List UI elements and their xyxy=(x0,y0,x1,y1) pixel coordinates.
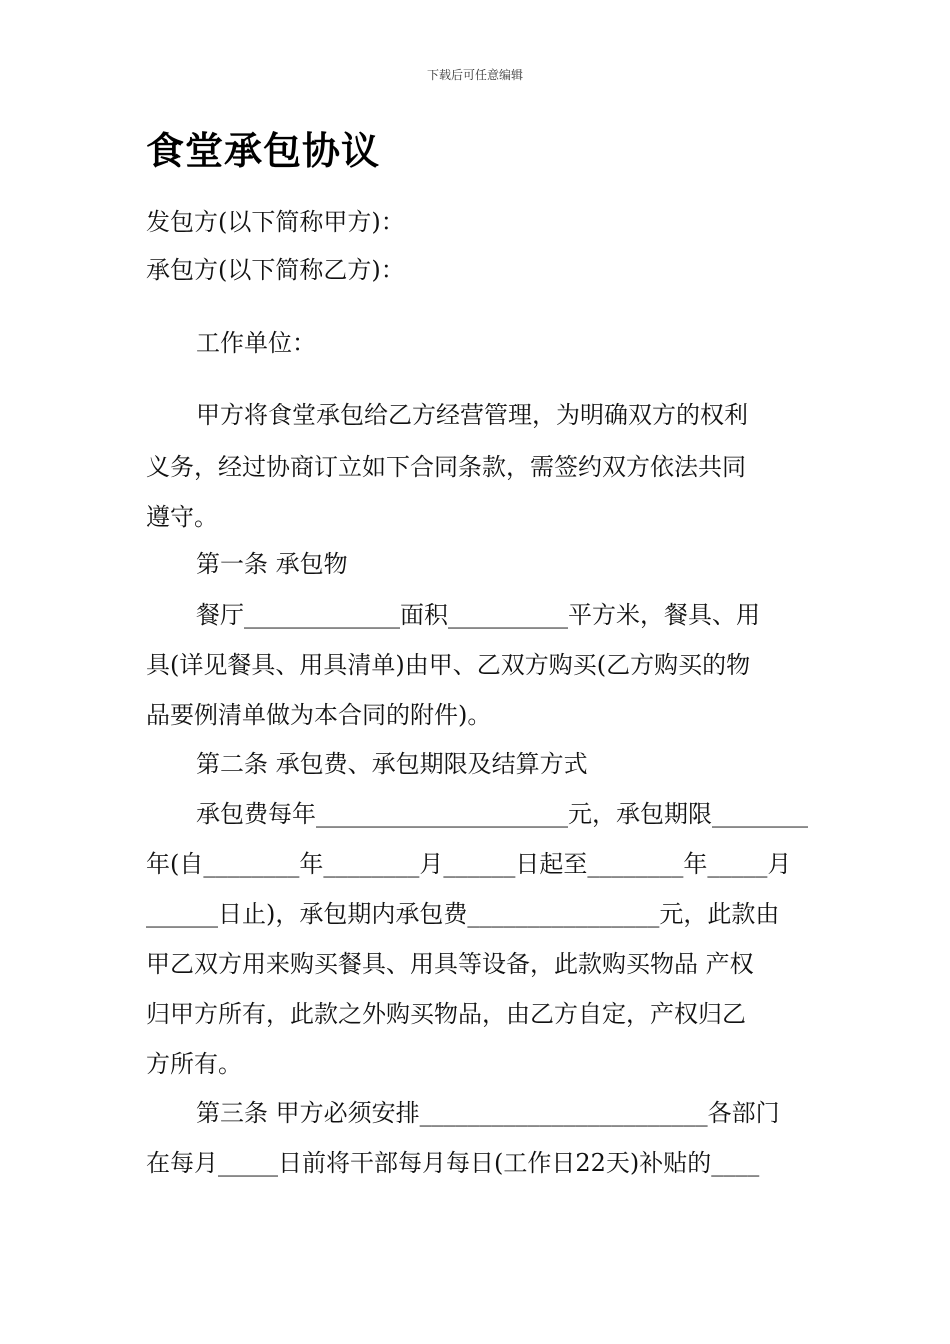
header-note: 下载后可任意编辑 xyxy=(426,68,523,82)
article-1-line-3: 品要例清单做为本合同的附件)。 xyxy=(146,701,492,729)
article-3-line-1: 第三条 甲方必须安排________________________各部门 xyxy=(196,1099,780,1127)
article-2-line-2: 年(自________年________月______日起至________年_____月 xyxy=(146,850,792,878)
article-1-line-2: 具(详见餐具、用具清单)由甲、乙双方购买(乙方购买的物 xyxy=(146,651,751,679)
work-unit-line: 工作单位： xyxy=(196,329,316,357)
article-2-heading: 第二条 承包费、承包期限及结算方式 xyxy=(196,750,588,778)
intro-line-3: 遵守。 xyxy=(146,503,218,531)
party-b-line: 承包方(以下简称乙方)： xyxy=(146,256,405,284)
article-2-line-3: ______日止)，承包期内承包费________________元，此款由 xyxy=(146,900,780,928)
article-1-heading: 第一条 承包物 xyxy=(196,550,348,578)
article-2-line-1: 承包费每年_____________________元，承包期限________ xyxy=(196,800,808,828)
intro-line-2: 义务，经过协商订立如下合同条款，需签约双方依法共同 xyxy=(146,453,746,481)
article-2-line-5: 归甲方所有，此款之外购买物品，由乙方自定，产权归乙 xyxy=(146,1000,746,1028)
article-2-line-6: 方所有。 xyxy=(146,1050,242,1078)
article-2-line-4: 甲乙双方用来购买餐具、用具等设备，此款购买物品 产权 xyxy=(146,950,754,978)
intro-line-1: 甲方将食堂承包给乙方经营管理，为明确双方的权利 xyxy=(196,401,748,429)
document-title: 食堂承包协议 xyxy=(146,128,381,173)
article-3-line-2: 在每月_____日前将干部每月每日(工作日22天)补贴的____ xyxy=(146,1149,760,1177)
article-1-line-1: 餐厅_____________面积__________平方米，餐具、用 xyxy=(196,601,760,629)
party-a-line: 发包方(以下简称甲方)： xyxy=(146,208,405,236)
